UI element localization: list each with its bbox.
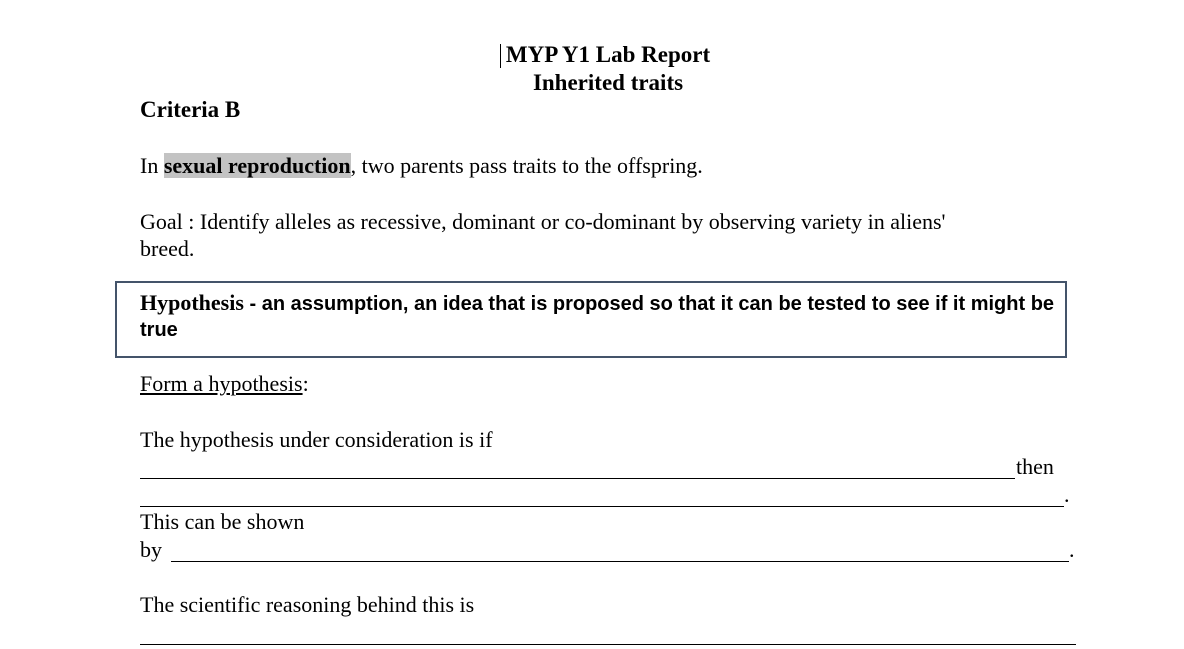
reasoning-label: The scientific reasoning behind this is (140, 592, 475, 617)
document-subtitle: Inherited traits (532, 70, 684, 95)
form-heading-colon: : (302, 371, 309, 396)
definition-term: Hypothesis (140, 290, 244, 315)
definition-text (140, 290, 1055, 343)
intro-text-after: , two parents pass traits to the offspring. (350, 153, 703, 178)
form-hypothesis-heading (140, 371, 309, 397)
form-heading-text: Form a hypothesis (140, 371, 303, 396)
goal-line-2: breed. (140, 236, 195, 261)
definition-body: - an assumption, an idea that is proposed so that it can be tested to see if it might be true (140, 293, 1055, 341)
intro-paragraph (140, 153, 703, 179)
period-2: . (1069, 537, 1075, 562)
blank-line-reasoning[interactable] (140, 644, 1076, 645)
by-label: by (140, 537, 162, 562)
intro-highlighted-term: sexual reproduction (163, 153, 351, 178)
blank-line-if[interactable] (140, 478, 1015, 479)
period-1: . (1064, 482, 1070, 507)
document-title: MYP Y1 Lab Report (505, 42, 711, 67)
hypothesis-if-line: The hypothesis under consideration is if (140, 427, 493, 452)
intro-text-before: In (140, 153, 164, 178)
shown-label: This can be shown (140, 509, 305, 534)
blank-line-by[interactable] (171, 561, 1069, 562)
blank-line-then[interactable] (140, 506, 1064, 507)
goal-line-1: Goal : Identify alleles as recessive, dominant or co-dominant by observing variety in aliens' (140, 209, 946, 234)
then-label: then (1016, 454, 1054, 479)
criteria-heading: Criteria B (140, 97, 241, 122)
